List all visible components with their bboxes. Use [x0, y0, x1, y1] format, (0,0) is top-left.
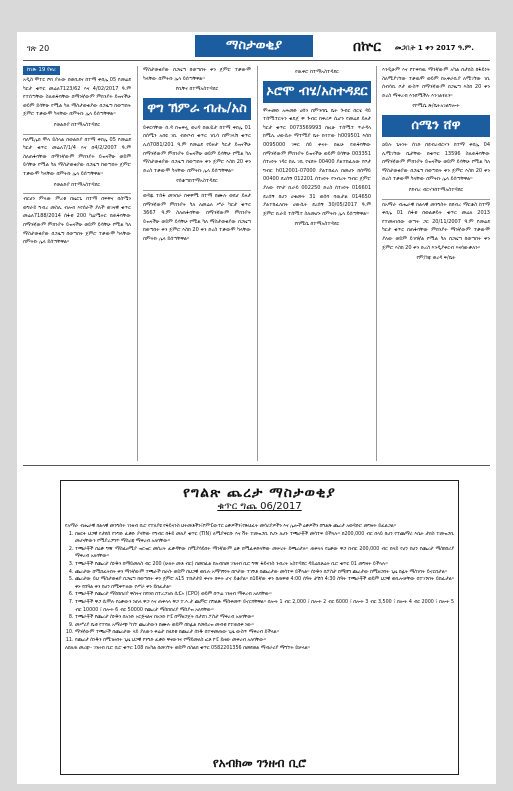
announcement-signature: የሰቆጣከተማአስተዳደር [176, 178, 218, 185]
bid-notice-box [60, 480, 459, 775]
header-rule [23, 60, 490, 61]
column-2 [143, 66, 251, 461]
column-divider [257, 66, 258, 461]
announcement-text: ኃይሉ ጌትነት ሰገድ በደብረብርሃን ከተማ ቀበሌ 04 ሊሚገኘው ቤታቸው በቁጥር 13596 ስለጠፋባቸው በማንኛውም ምክንያት ይዝናችሁ ወይም ይሳቸሁ የሚል ካለ ማስታወቂያው በጋዜጣ ከወጣበት ቀን ጀምሮ እስከ 20 ቀን ድረስ ተቃውሞ ካላቸው በምትኩ ሌላ ይሰጣቸዋል፡፡ [382, 141, 490, 183]
announcement-text: እንዲሁም እና የተቀባዉ ማንኛውም አካል በታክስ ከፋይነት ስለሚያገኘው ተቃዉሞ ወይም በአቅራቢያ ለሚገኘው ገቢ ሰብሳቢ ቦታ ውስጥ በማንኛውም በጋዜጣ እስከ 20 ቀን ድረስ ማቅረብ እንደሚችሉ እንገልፃለን፡፡ [382, 67, 490, 99]
announcement-text: አዲስ ሞተር ሾክ ያሉው በወቢደና ከተማ ቀበሌ 05 የመሬደ ካርታ ቁጥር መሬለ7123/62 እና 4/02/2017 ዓ.ም የተሰጣቸው ስለጠፋባቸው በማንኛውም ምክንያት ይዝናችሁ ወይም ይሳቸሁ የሚል ካለ ማስታወቂያው በጋዜጣ ከወጣበት ጀምሮ ተቃውሞ ካላቸው በምትኩ ሌላ ይሰጣቸዋል፡፡ [23, 77, 131, 118]
column-3 [263, 66, 371, 461]
announcement-signature: የዉቅሮ ከተማአስተዳደር [295, 69, 339, 75]
announcement-signature: የቢቸና ከተማአስተዳደር [175, 86, 219, 93]
notice-item: 6. ተጫራቾች የጨረታ ማስከበሪያ ዋስትና ከባንክ በተረጋገጠ ሲፒኦ (CPO) ወይም በጥሬ ገንዘብ ማቅረብ አለባቸው፡፡ [75, 591, 454, 599]
announcement-text: ይቀርባቸው ከ.ዳ በዝቅሏ ወረዳ በዉዷታ ከተማ ቀበሌ 01 በሰሜን አበዩ ገቢ ብድቦብ ቁጥር ገቢሳ በምገላሽ ቁጥር ሊሰ7081/201 ዓ.ም የመሬደ የይዞታ ካርታ ይዝናችሁ በማንኛውም ምክንያት ይዝናችሁ ወይም ይሳቸሁ የሚል ካለ ማስታወቂያው በጋዜጣ ከወጣበት ቀን ጀምሮ እስከ 20 ቀን ድረስ ተቃውሞ ካላቸው በምትኩ ሌላ ይሰጣቸዋል፡፡ [143, 124, 251, 174]
notice-body [65, 523, 454, 752]
announcement-text: ወዳጁ ተሰፋ መንበራ በቀዋሚ ከተማ በሙሉ ወደሆ ይዞታ በማንኛውም ምክንያት ካለ ለመሬለ ሥራ ካርታ ቁጥር 3667 ዓ.ም ስለጠፋባቸው በማንኛውም ምክንያት ይዝናችሁ ወይም ይሳቸሁ የሚል ካለ ማስታወቂያው በጋዜጣ ከወጣበት ቀን ጀምሮ እስከ 20 ቀን ድረስ ተቃውሞ ካላቸው በምትኩ ሌላ ይሰጣቸዋል፡፡ [143, 192, 251, 242]
region-heading: ሰሜን ሸዋ [382, 115, 490, 137]
notice-item: 2. ተጫራቾች በዕቃ ግዥ ማስፈፀሚያ ዝርዝር መሰረት ፈቃዳቸው በሚያሳይበት ማንኛውም ዕቃ በሚፈቀድላቸው መሠረት ይጫረታሉ፡፡ ጠቅላላ የዕቃው ዋጋ ከብር 200,000 ብር በላይ የሆነ ከሆነ የጨረታ ማስከበሪያ ማቅረብ አለባቸው፡፡ [75, 546, 454, 561]
announcement-text: ማስታወቂያው በጋዜጣ ከወጣበት ቀን ጀምሮ ተቃውሞ ካላቸው በምትኩ ሌላ ይሰጣቸዋል፡፡ [143, 67, 251, 82]
page-header [17, 32, 496, 62]
announcement-text: ሞሐመድ አሕመድ ሀሰን በምንባቤ ቤት ጉብር በርሂ ዳይ ተሰሚተርትን ቁዴጀ ዋ ጉብር ከቀሪዎ ሲሆን የመሬደ ይዞታ ካርታ ቁጥር 0073569993 በዚሁ ተሰሚተ ጥራዳላ ከሚሊ ሀውሲት ማተሚያ ቤት ኩነተው h009501 እሰከ 0095000 ገፍር ሰይ ቀናት በዚሁ የጠፋባቸው በማንኛውም ምክንያት ይዝናችሁ ወይም ይሳቸሁ 003351 ሰተፀነት ገዳር ከሊ ገቢ የሂደት 00400 ያልተከፈለው የቦታ ግብር h012001-07000 ያልተከፈለ በመሆኑ ከሰማይ 00400 ደረሰኝ 012201 ሰተፀነት የንብረት ግብር ጀምሮ ያለው የቦታ ኪራይ 002250 ድረስ ሰተፀነት 016601 ደረሰኝ ከሆነ ሀቂመት 31 ወሰባ ባዉታል 014650 ያልተከፈለበት ሀውሲት ደረሰኝ 30/05/2017 ዓ.ም ጀምሮ ኪራይ ተሰሚተ ስለመሆኑ በምትኩ ሌላ ይሰጣቸዋል፡፡ [263, 107, 371, 217]
announcement-signature: የም/ጎጃ ወረዳ ፍ/ቤት [416, 255, 456, 262]
notice-signature: የአብክመ ገንዘብ ቢሮ [212, 756, 307, 770]
notice-item: 5. ጨረታው ይህ ማስታወቂያ በጋዜጣ ከወጣበት ቀን ጀምሮ ለ15 ተከታታይ ቀናት ክፍት ሆኖ ይቆያል፡፡ በ16ኛው ቀን ከጠዋቱ 4:00 ሰዓት ታሽጎ 4:30 ሰዓት ተጫራቾች ወይም ህጋዊ ወኪሎቻቸው በተገኙበት ይከፈታል፡፡ ቀኑ የበዓል ቀን ከሆነ በሚቀጥለው የሥራ ቀን ይከፈታል፡፡ [75, 576, 454, 591]
section-banner: ማስታወቂያ [195, 35, 313, 57]
announcement-signature: የኮሚሴ ጽ/ቤትአገልግሎት [412, 103, 460, 110]
announcement-signature: የከሚሴ ከተማአስተዳደር [294, 221, 340, 228]
announcement-text: ብርሀን ምላው ምረቱ በዜርጌ ከተማ በፍዋና በስሜን ወግራይ ግብረ መስሊ ብሎክ እየሰራች ያለች ወገናዊ ቁጥር መሬለ7188/2014 ሰፋቱ 200 ካሬሜትር በጠፋባቸው በማንኛውም ምክንያት ይዝናችሁ ወይም ይሳቸሁ የሚል ካለ ማስታወቂያው በጋዜጣ ከወጣበት ጀምሮ ተቃውሞ ካላቸው በምትኩ ሌላ ይሰጣቸዋል፡፡ [23, 196, 131, 246]
notice-footer: ለበለጠ መረጃ፡- ገንዘብ ቢሮ ቢሮ ቁጥር 108 በአካል በመገኘት ወይም በስልክ ቁጥር 0582201356 በመደወል ማብራሪያ ማግኘት ይቻላል፡፡ [65, 645, 310, 651]
notice-number: ቁጥር ግጨ 06/2017 [217, 501, 302, 512]
page-number: ገጽ 20 [27, 44, 50, 53]
column-1 [23, 66, 131, 461]
divider [23, 134, 131, 135]
divider [23, 193, 131, 194]
section-rule [23, 465, 490, 466]
column-4 [382, 66, 490, 461]
announcement-signature: የወልድያ ከተማአስተዳደር [53, 121, 101, 128]
issue-date: መጋቢት 1 ቀን 2017 ዓ.ም. [395, 44, 474, 52]
notice-item: 8. ተጫራቾች የጨረታ ሰነዱን በአንድ ኦርጅናልና በአንድ ኮፒ በማዘጋጀት በታሸገ ፖስታ ማቅረብ አለባቸው፡፡ [75, 614, 454, 622]
announcement-text: በአማራ ብሔራዊ ክልላዊ መንግስት በደብረ ማርቆስ ከተማ ቀበሌ 01 ሰፋቱ በወልቃይት ቁጥር መሬለ 2013 የተመዘገበው ወጣት ጋር 20/11/2007 ዓ.ም የመሬደ ካርታ ቁጥር በጠፋባቸው ምክንያት ማንኛውም ተቃውሞ ያለው ወይም ይገባኛል የሚል ካለ በጋዜጣ ከወጣበት ቀን ጀምሮ እስከ 20 ቀን ድረስ እንዲያቀርብ እናሳውቃለን፡፡ [382, 201, 490, 251]
notice-intro: የአማራ ብሔራዊ ክልላዊ መንግስት ገንዘብ ቢሮ የተለያዩ የፋይናንስ ህትመቶችን፣ኮምፒውተር ዕቃዎችን፣የጽህፈት መሳሪያዎችን እና ሌሎች ዕቃዎችን በግልጽ ጨረታ አወዳድሮ መግዛት ይፈልጋል፡፡ [65, 524, 396, 529]
region-heading: ዋግ ኽምራ ብሔ/አስ [143, 98, 251, 120]
region-heading: ኦሮሞ ብሄ/አስተዳደር [263, 81, 371, 103]
announcement-signature: የደብረ ብርሃንከተማአስተዳደር [408, 186, 464, 193]
notice-title: የግልጽ ጨረታ ማስታወቂያ [183, 485, 336, 501]
announcement-signature: የወልድያ ከተማአስተዳደር [53, 181, 101, 188]
notice-item: 4. ጨረታው በሚከፈትበት ቀን ማንኛውም ተጫራች በራሱ ወይም በህጋዊ ወኪሉ አማካኝነት በቦታው ተገኝቶ በጨረታው መሳተፍ ይችላል፡፡ ሰነዱን በፖስታ በማሸግ ጨረታው ከሚዘጋበት ጊዜ በፊት ማስገባት ይኖርበታል፡፡ [75, 569, 454, 577]
newspaper-page [17, 32, 496, 784]
notice-item: 1. በዘርፉ ህጋዊ የታደሰ የንግድ ፈቃድ ያላቸው የግብር ከፋይ መለያ ቁጥር (TIN) ለሚያቀርቡ እና ቫት ተመዝጋቢ የሆኑ ለሆኑ ተጫራቾች መሳተፍ ይችላሉ፡፡ ከ200,000 ብር በላይ ከሆነ የተጨማሪ እሴት ታክስ ተመዝጋቢ መሆናቸውን የሚያረጋግጥ ማስረጃ ማቅረብ አለባቸው፡፡ [75, 531, 454, 546]
continued-tag: ከገጽ 19 የዞረ [23, 66, 60, 75]
notice-item: 7. ተጫራቾች ዋጋ ሲሞሉ የዕቃውን ነጠላ ዋጋ እና ጠቅላላ ዋጋ ተ.እ.ታ ጨምሮ በግልጽ ማስቀመጥ ይኖርባቸዋል፡፡ በሎት 1 ብር 2,000 ፣ በሎት 2 ብር 6000 ፣ በሎት 3 ብር 3,500 ፣ በሎት 4 ብር 2000 ፣ በሎት 5 ብር 10000 ፣ በሎት 6 ብር 50000 የጨረታ ማስከበሪያ ማስያዝ አለባቸው፡፡ [75, 599, 454, 614]
divider [143, 190, 251, 191]
divider [382, 199, 490, 200]
column-divider [137, 66, 138, 461]
notice-item: 11. የጨረታ ሰነዱን በሚገዙበት ጊዜ ህጋዊ የንግድ ፈቃድ ዋናውንና የማይመለስ ፎቶ ኮፒ ይዘው መቅረብ አለባቸው፡፡ [75, 637, 454, 645]
notice-item: 3. ተጫራቾች የጨረታ ሰነዱን በማይመለስ ብር 200 (ሁለት መቶ ብር) በመክፈል ከአብክመ ገንዘብ ቢሮ ግዥ ፋይናንስ ንብረት አስተዳደር ዳይሬክቶሬት ቢሮ ቁጥር 01 መግዛት ይችላሉ፡፡ [75, 561, 454, 569]
notice-items [65, 531, 454, 645]
paper-name: በኵር [353, 39, 381, 55]
notice-item: 10. ማንኛውም ተጫራች በጨረታው ላይ ያለውን ቅሬታ በሂደቱ በጨረታ ሰነዱ በተቀመጠው ጊዜ ውስጥ ማቅረብ ይችላል፡፡ [75, 629, 454, 637]
column-divider [376, 66, 377, 461]
announcement-text: ባለሚሌክ ሞላ ይስላል በወልድያ ከተማ ቀበሌ 05 የመሬደ ካርታ ቁጥር መሬለ7/1/4 እና በ4/2/2007 ዓ.ም ስለጠፋባቸው በማንኛውም ምክንያት ይዝናችሁ ወይም ይሳቸሁ የሚል ካለ ማስታወቂያው በጋዜጣ ከወጣበት ጀምሮ ተቃውሞ ካላቸው በምትኩ ሌላ ይሰጣቸዋል፡፡ [23, 136, 131, 177]
notice-item: 9. መሥሪያ ቤቱ የተሻለ አማራጭ ካገኘ ጨረታውን በሙሉ ወይም በከፊል የመሰረዝ መብቱ የተጠበቀ ነው፡፡ [75, 622, 454, 630]
